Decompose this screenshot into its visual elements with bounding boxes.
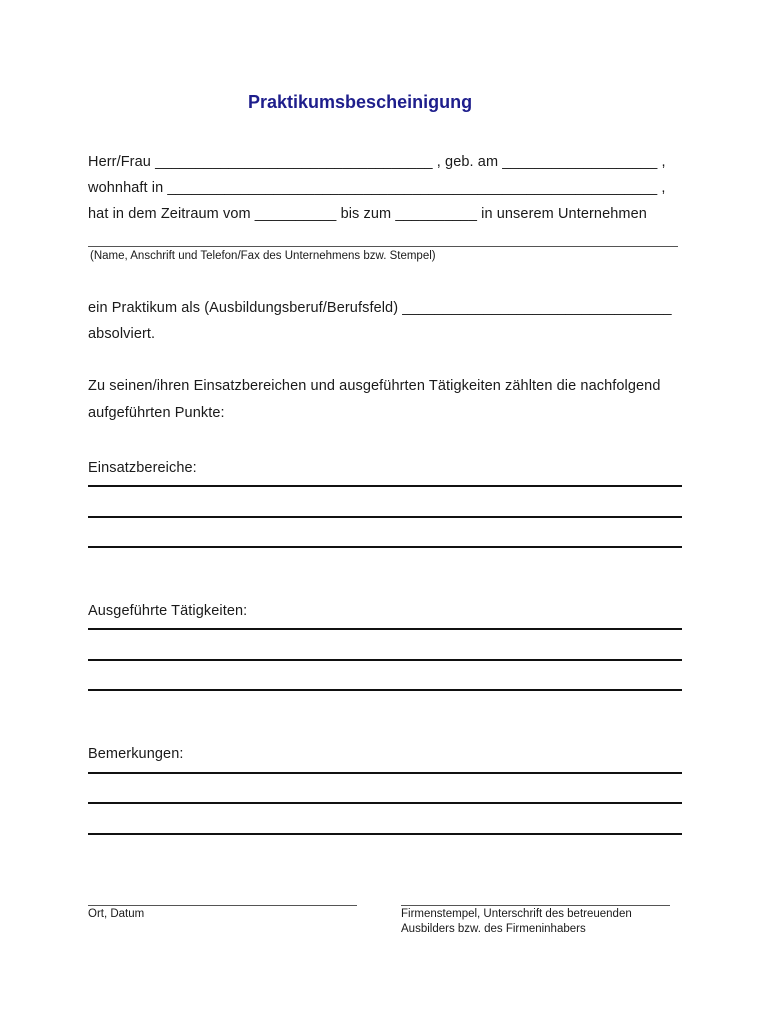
period-line: hat in dem Zeitraum vom __________ bis zum __________ in unserem Unternehmen xyxy=(88,206,647,222)
place-date-rule xyxy=(88,905,357,906)
tasks-intro-line-1: Zu seinen/ihren Einsatzbereichen und ausgeführten Tätigkeiten zählten die nachfolgend xyxy=(88,378,661,394)
stamp-caption-line-1: Firmenstempel, Unterschrift des betreuenden xyxy=(401,908,632,920)
bemerkungen-rule-1 xyxy=(88,772,682,774)
einsatzbereiche-rule-3 xyxy=(88,546,682,548)
bemerkungen-label: Bemerkungen: xyxy=(88,746,184,762)
einsatzbereiche-label: Einsatzbereiche: xyxy=(88,460,197,476)
company-signature-rule xyxy=(88,246,678,247)
bemerkungen-rule-2 xyxy=(88,802,682,804)
einsatzbereiche-rule-1 xyxy=(88,485,682,487)
company-caption: (Name, Anschrift und Telefon/Fax des Unternehmens bzw. Stempel) xyxy=(90,250,436,262)
tasks-intro-line-2: aufgeführten Punkte: xyxy=(88,405,225,421)
absolved-line: absolviert. xyxy=(88,326,156,342)
address-line: wohnhaft in ____________________________________________________________ , xyxy=(88,180,666,196)
taetigkeiten-rule-3 xyxy=(88,689,682,691)
bemerkungen-rule-3 xyxy=(88,833,682,835)
name-birthdate-line: Herr/Frau __________________________________ , geb. am ___________________ , xyxy=(88,154,666,170)
einsatzbereiche-rule-2 xyxy=(88,516,682,518)
stamp-signature-rule xyxy=(401,905,670,906)
page-title: Praktikumsbescheinigung xyxy=(248,92,473,112)
taetigkeiten-rule-1 xyxy=(88,628,682,630)
stamp-caption-line-2: Ausbilders bzw. des Firmeninhabers xyxy=(401,923,586,935)
taetigkeiten-label: Ausgeführte Tätigkeiten: xyxy=(88,603,248,619)
place-date-caption: Ort, Datum xyxy=(88,908,145,920)
internship-line: ein Praktikum als (Ausbildungsberuf/Berufsfeld) _________________________________ xyxy=(88,300,672,316)
taetigkeiten-rule-2 xyxy=(88,659,682,661)
